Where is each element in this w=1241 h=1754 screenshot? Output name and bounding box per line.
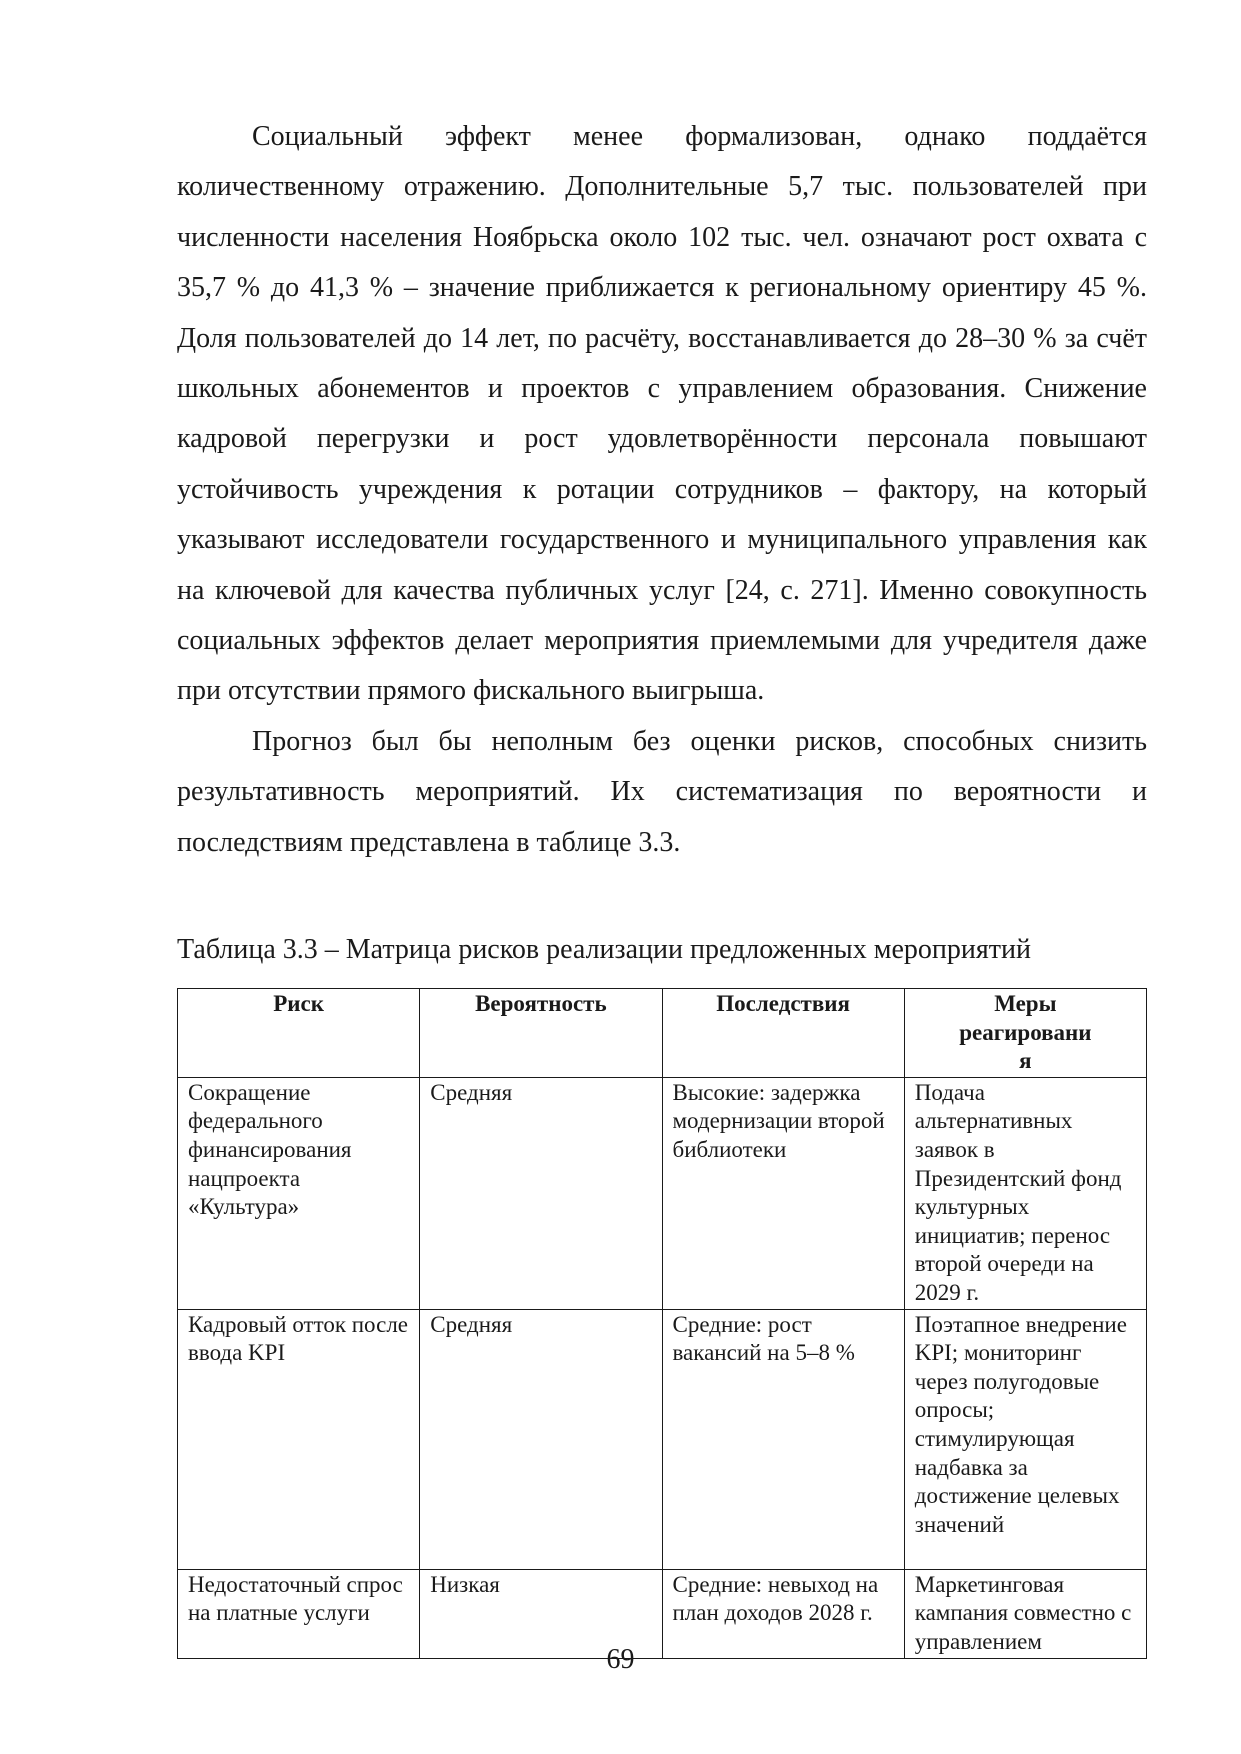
header-risk: Риск <box>178 989 420 1078</box>
cell-consequences: Высокие: задержка модернизации второй библиотеки <box>662 1077 904 1309</box>
table-row <box>178 1309 1147 1569</box>
paragraph-risk-forecast: Прогноз был бы неполным без оценки рисков, способных снизить результативность мероприятий. Их систематизация по вероятности и последствиям представлена в таблице 3.3. <box>177 725 1147 858</box>
header-measures: Меры реагирования <box>904 989 1146 1078</box>
table-header-row <box>178 989 1147 1078</box>
cell-risk: Недостаточный спрос на платные услуги <box>178 1569 420 1658</box>
header-consequences: Последствия <box>662 989 904 1078</box>
cell-consequences: Средние: рост вакансий на 5–8 % <box>662 1309 904 1569</box>
risk-matrix-table <box>177 988 1147 1659</box>
cell-measures: Поэтапное внедрение KPI; мониторинг через полугодовые опросы; стимулирующая надбавка за достижение целевых значений <box>904 1309 1146 1569</box>
body-text <box>177 112 1147 868</box>
cell-probability: Низкая <box>420 1569 662 1658</box>
cell-risk: Сокращение федерального финансирования нацпроекта «Культура» <box>178 1077 420 1309</box>
cell-risk: Кадровый отток после ввода KPI <box>178 1309 420 1569</box>
page-number: 69 <box>606 1644 635 1675</box>
table-caption: Таблица 3.3 – Матрица рисков реализации предложенных мероприятий <box>177 934 1031 965</box>
paragraph-social-effect: Социальный эффект менее формализован, однако поддаётся количественному отражению. Дополнительные 5,7 тыс. пользователей при численности населения Ноябрьска около 102 тыс. чел. означают рост охвата с 35,7 % до 41,3 % – значение приближается к региональному ориентиру 45 %. Доля пользователей до 14 лет, по расчёту, восстанавливается до 28–30 % за счёт школьных абонементов и проектов с управлением образования. Снижение кадровой перегрузки и рост удовлетворённости персонала повышают устойчивость учреждения к ротации сотрудников – фактору, на который указывают исследователи государственного и муниципального управления как на ключевой для качества публичных услуг [24, с. 271]. Именно совокупность социальных эффектов делает мероприятия приемлемыми для учредителя даже при отсутствии прямого фискального выигрыша. <box>177 121 1147 707</box>
cell-measures: Маркетинговая кампания совместно с управлением <box>904 1569 1146 1658</box>
cell-probability: Средняя <box>420 1309 662 1569</box>
table-row <box>178 1077 1147 1309</box>
header-probability: Вероятность <box>420 989 662 1078</box>
cell-probability: Средняя <box>420 1077 662 1309</box>
cell-measures: Подача альтернативных заявок в Президентский фонд культурных инициатив; перенос второй очереди на 2029 г. <box>904 1077 1146 1309</box>
cell-consequences: Средние: невыход на план доходов 2028 г. <box>662 1569 904 1658</box>
